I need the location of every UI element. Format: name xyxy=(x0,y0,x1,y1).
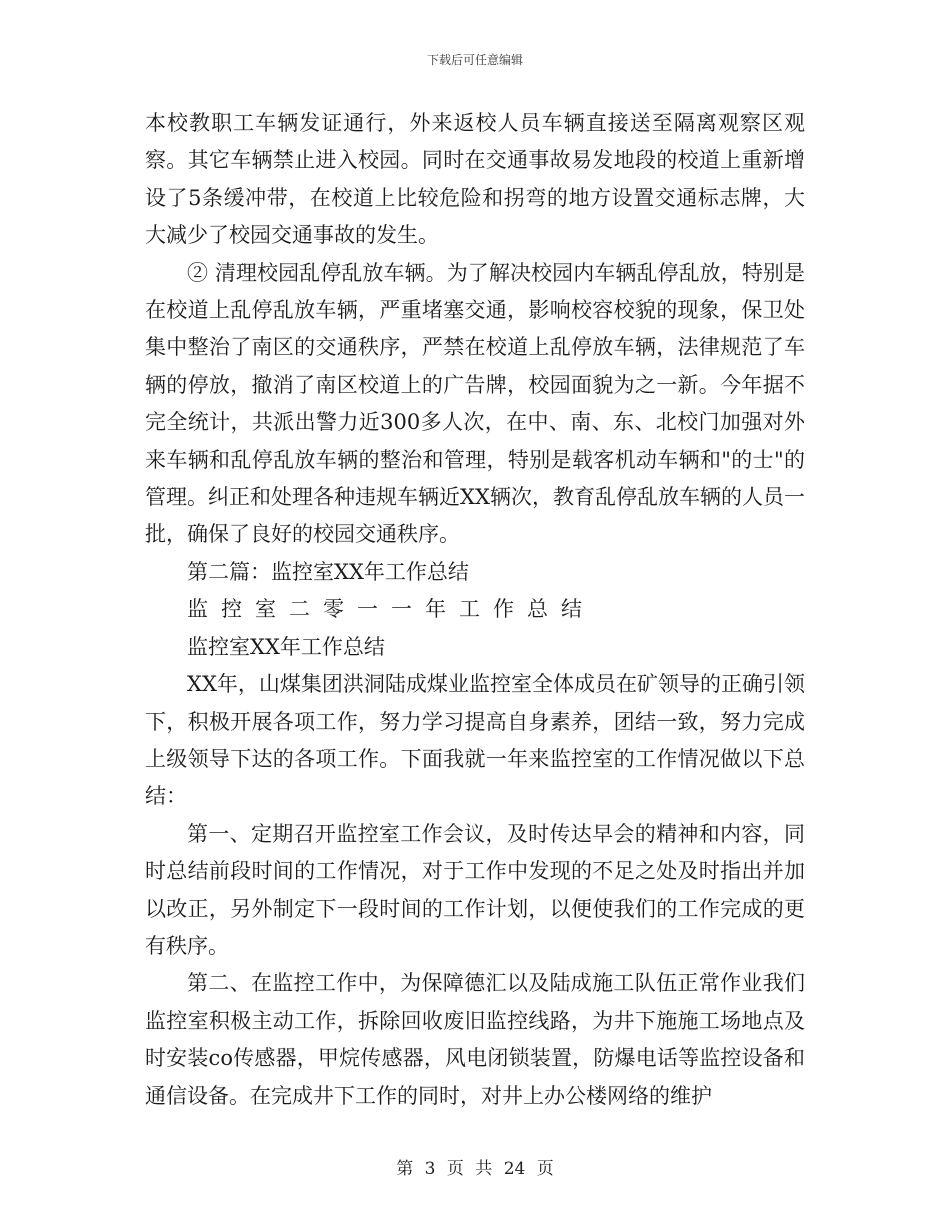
paragraph-parking-cleanup: ② 清理校园乱停乱放车辆。为了解决校园内车辆乱停乱放，特别是在校道上乱停乱放车辆，严重堵塞交通，影响校容校貌的现象，保卫处集中整治了南区的交通秩序，严禁在校道上乱停放车辆，法律规范了车辆的停放，撤消了南区校道上的广告牌，校园面貌为之一新。今年据不完全统计，共派出警力近300多人次，在中、南、东、北校门加强对外来车辆和乱停乱放车辆的整治和管理，特别是载客机动车辆和"的士"的管理。纠正和处理各种违规车辆近XX辆次，教育乱停乱放车辆的人员一批，确保了良好的校园交通秩序。 xyxy=(145,260,805,547)
section-subtitle: 监控室XX年工作总结 xyxy=(187,634,385,659)
paragraph-intro: XX年，山煤集团洪洞陆成煤业监控室全体成员在矿领导的正确引领下，积极开展各项工作，努力学习提高自身素养，团结一致，努力完成上级领导下达的各项工作。下面我就一年来监控室的工作情况做以下总结： xyxy=(145,672,805,809)
section-title-spaced: 监控室二零一一年工作总结 xyxy=(187,597,595,622)
paragraph-second-item: 第二、在监控工作中，为保障德汇以及陆成施工队伍正常作业我们监控室积极主动工作，拆除回收废旧监控线路，为井下施施工场地点及时安装co传感器，甲烷传感器，风电闭锁装置，防爆电话等监控设备和通信设备。在完成井下工作的同时，对井上办公楼网络的维护 xyxy=(145,971,805,1108)
section-heading: 第二篇：监控室XX年工作总结 xyxy=(187,559,469,584)
paragraph-traffic-permits: 本校教职工车辆发证通行，外来返校人员车辆直接送至隔离观察区观察。其它车辆禁止进入校园。同时在交通事故易发地段的校道上重新增设了5条缓冲带，在校道上比较危险和拐弯的地方设置交通标志牌，大大减少了校园交通事故的发生。 xyxy=(145,111,805,248)
page-number-footer: 第 3 页 共 24 页 xyxy=(396,1159,554,1179)
page-header: 下载后可任意编辑 xyxy=(426,53,523,67)
paragraph-first-item: 第一、定期召开监控室工作会议，及时传达早会的精神和内容，同时总结前段时间的工作情况，对于工作中发现的不足之处及时指出并加以改正，另外制定下一段时间的工作计划，以便使我们的工作完成的更有秩序。 xyxy=(145,821,805,958)
document-body xyxy=(145,105,805,1115)
